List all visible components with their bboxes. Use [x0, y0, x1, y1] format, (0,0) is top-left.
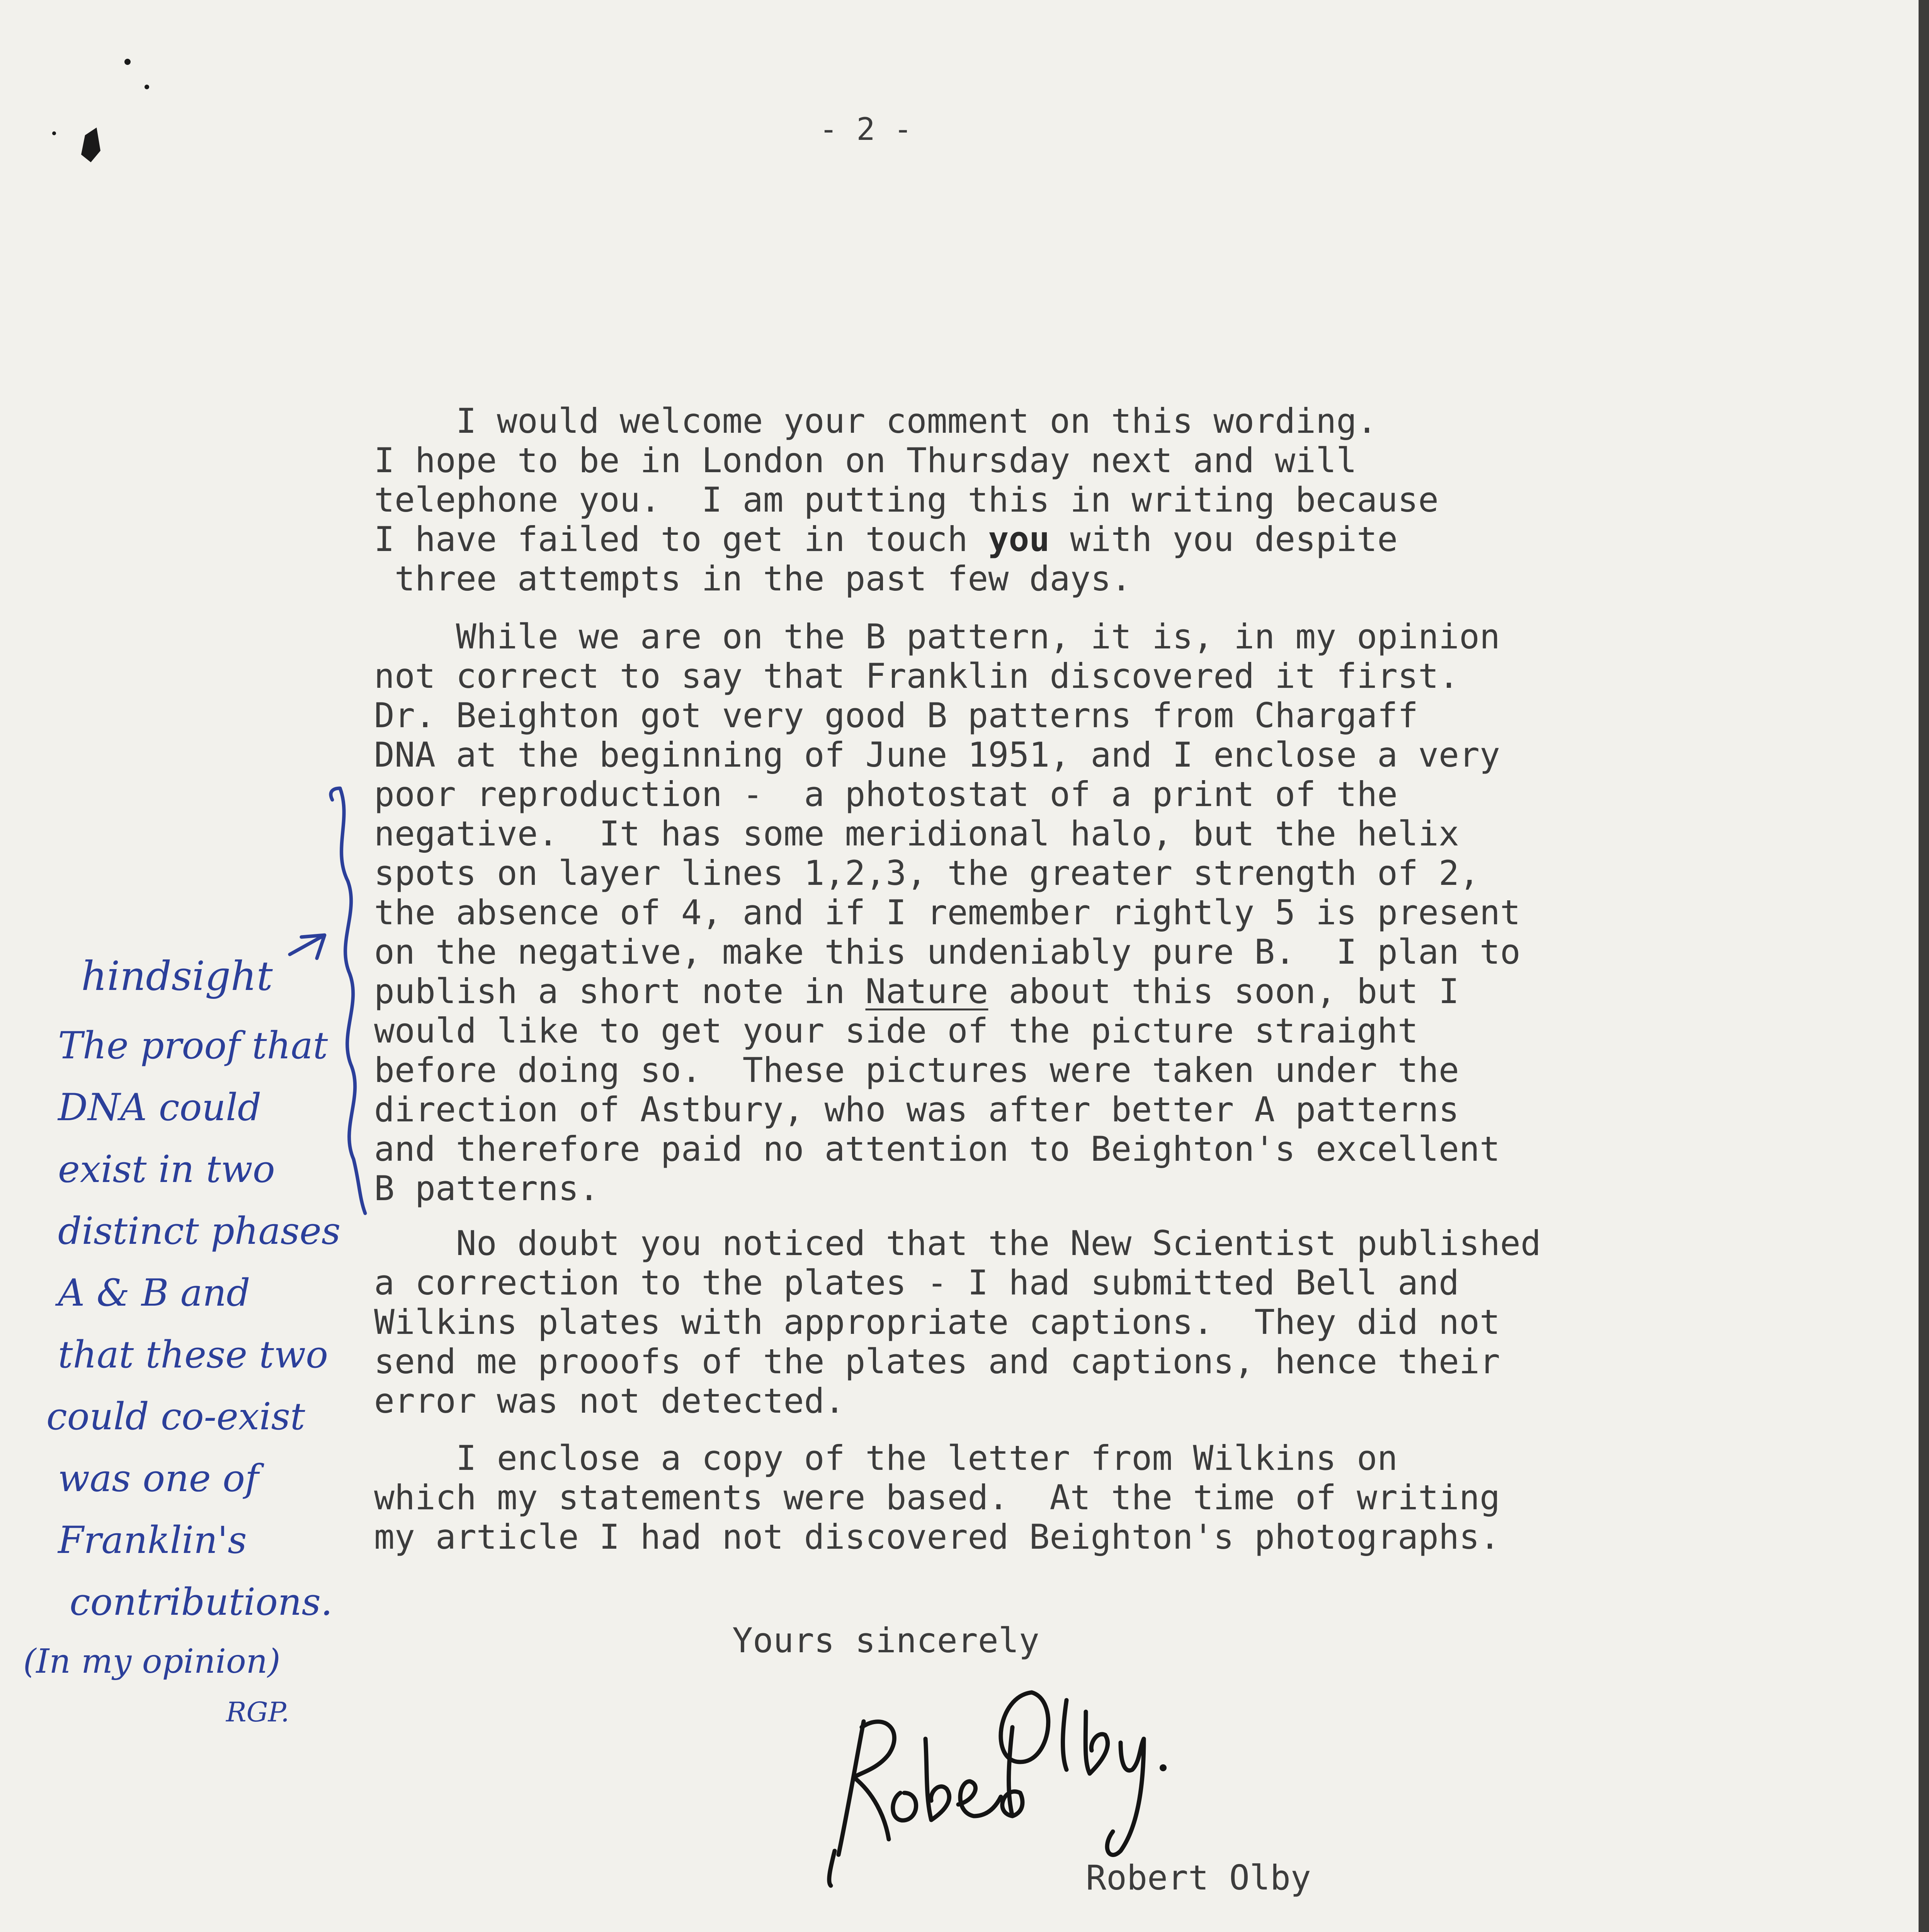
para1-line-4-end: with you despite — [1050, 519, 1398, 559]
margin-note-line-5: distinct phases — [58, 1209, 341, 1253]
typed-name: Robert Olby — [1086, 1858, 1311, 1898]
margin-note-line-1: hindsight — [81, 952, 273, 1000]
para2-line-15: B patterns. — [374, 1168, 599, 1208]
para2-line-4: DNA at the beginning of June 1951, and I enclose a very — [374, 735, 1500, 775]
para2-line-2: not correct to say that Franklin discovered it first. — [374, 656, 1459, 696]
para1-line-3: telephone you. I am putting this in writing because — [374, 480, 1439, 520]
para2-line-10-start: publish a short note in — [374, 971, 866, 1011]
para2-line-6: negative. It has some meridional halo, but the helix — [374, 814, 1459, 854]
para1-line-5: three attempts in the past few days. — [374, 559, 1132, 599]
struck-typo-word: you — [988, 519, 1050, 559]
margin-note-line-2: The proof that — [58, 1024, 328, 1067]
para2-line-11: would like to get your side of the picture straight — [374, 1011, 1419, 1051]
margin-note-line-8: could co-exist — [46, 1395, 305, 1438]
para3-line-4: send me prooofs of the plates and captions, hence their — [374, 1342, 1500, 1381]
para3-line-1: No doubt you noticed that the New Scientist published — [374, 1223, 1541, 1263]
para4-line-1: I enclose a copy of the letter from Wilkins on — [374, 1438, 1398, 1478]
para1-line-4-start: I have failed to get in touch — [374, 519, 988, 559]
margin-note-line-12: (In my opinion) — [23, 1642, 281, 1681]
para1-line-2: I hope to be in London on Thursday next and will — [374, 440, 1357, 480]
margin-note-line-7: that these two — [58, 1333, 328, 1376]
para2-line-10-end: about this soon, but I — [988, 971, 1459, 1011]
margin-note-line-10: Franklin's — [58, 1519, 247, 1562]
para4-line-2: which my statements were based. At the time of writing — [374, 1478, 1500, 1517]
para3-line-2: a correction to the plates - I had submitted Bell and — [374, 1263, 1459, 1303]
para2-line-8: the absence of 4, and if I remember rightly 5 is present — [374, 893, 1521, 932]
margin-note-initials: RGP. — [226, 1696, 289, 1728]
para2-line-1: While we are on the B pattern, it is, in my opinion — [374, 617, 1500, 656]
page-edge — [1919, 0, 1929, 1932]
para4-line-3: my article I had not discovered Beighton's photographs. — [374, 1517, 1500, 1557]
para2-line-3: Dr. Beighton got very good B patterns from Chargaff — [374, 696, 1419, 735]
para2-line-12: before doing so. These pictures were taken under the — [374, 1050, 1459, 1090]
para2-line-5: poor reproduction - a photostat of a print of the — [374, 774, 1398, 814]
margin-note-line-6: A & B and — [58, 1271, 250, 1315]
para2-line-14: and therefore paid no attention to Beighton's excellent — [374, 1129, 1500, 1169]
para3-line-3: Wilkins plates with appropriate captions. They did not — [374, 1302, 1500, 1342]
para2-line-7: spots on layer lines 1,2,3, the greater strength of 2, — [374, 853, 1480, 893]
closing: Yours sincerely — [732, 1621, 1039, 1660]
margin-note-line-11: contributions. — [70, 1580, 333, 1624]
para3-line-5: error was not detected. — [374, 1381, 845, 1421]
para2-line-13: direction of Astbury, who was after better A patterns — [374, 1090, 1459, 1129]
page-number: - 2 - — [819, 111, 912, 147]
margin-note-line-9: was one of — [58, 1457, 259, 1500]
para1-line-1: I would welcome your comment on this wording. — [374, 401, 1378, 441]
margin-note-line-4: exist in two — [58, 1148, 275, 1191]
para2-line-9: on the negative, make this undeniably pure B. I plan to — [374, 932, 1521, 972]
journal-name-underlined: Nature — [865, 971, 988, 1011]
margin-note-line-3: DNA could — [58, 1086, 262, 1129]
